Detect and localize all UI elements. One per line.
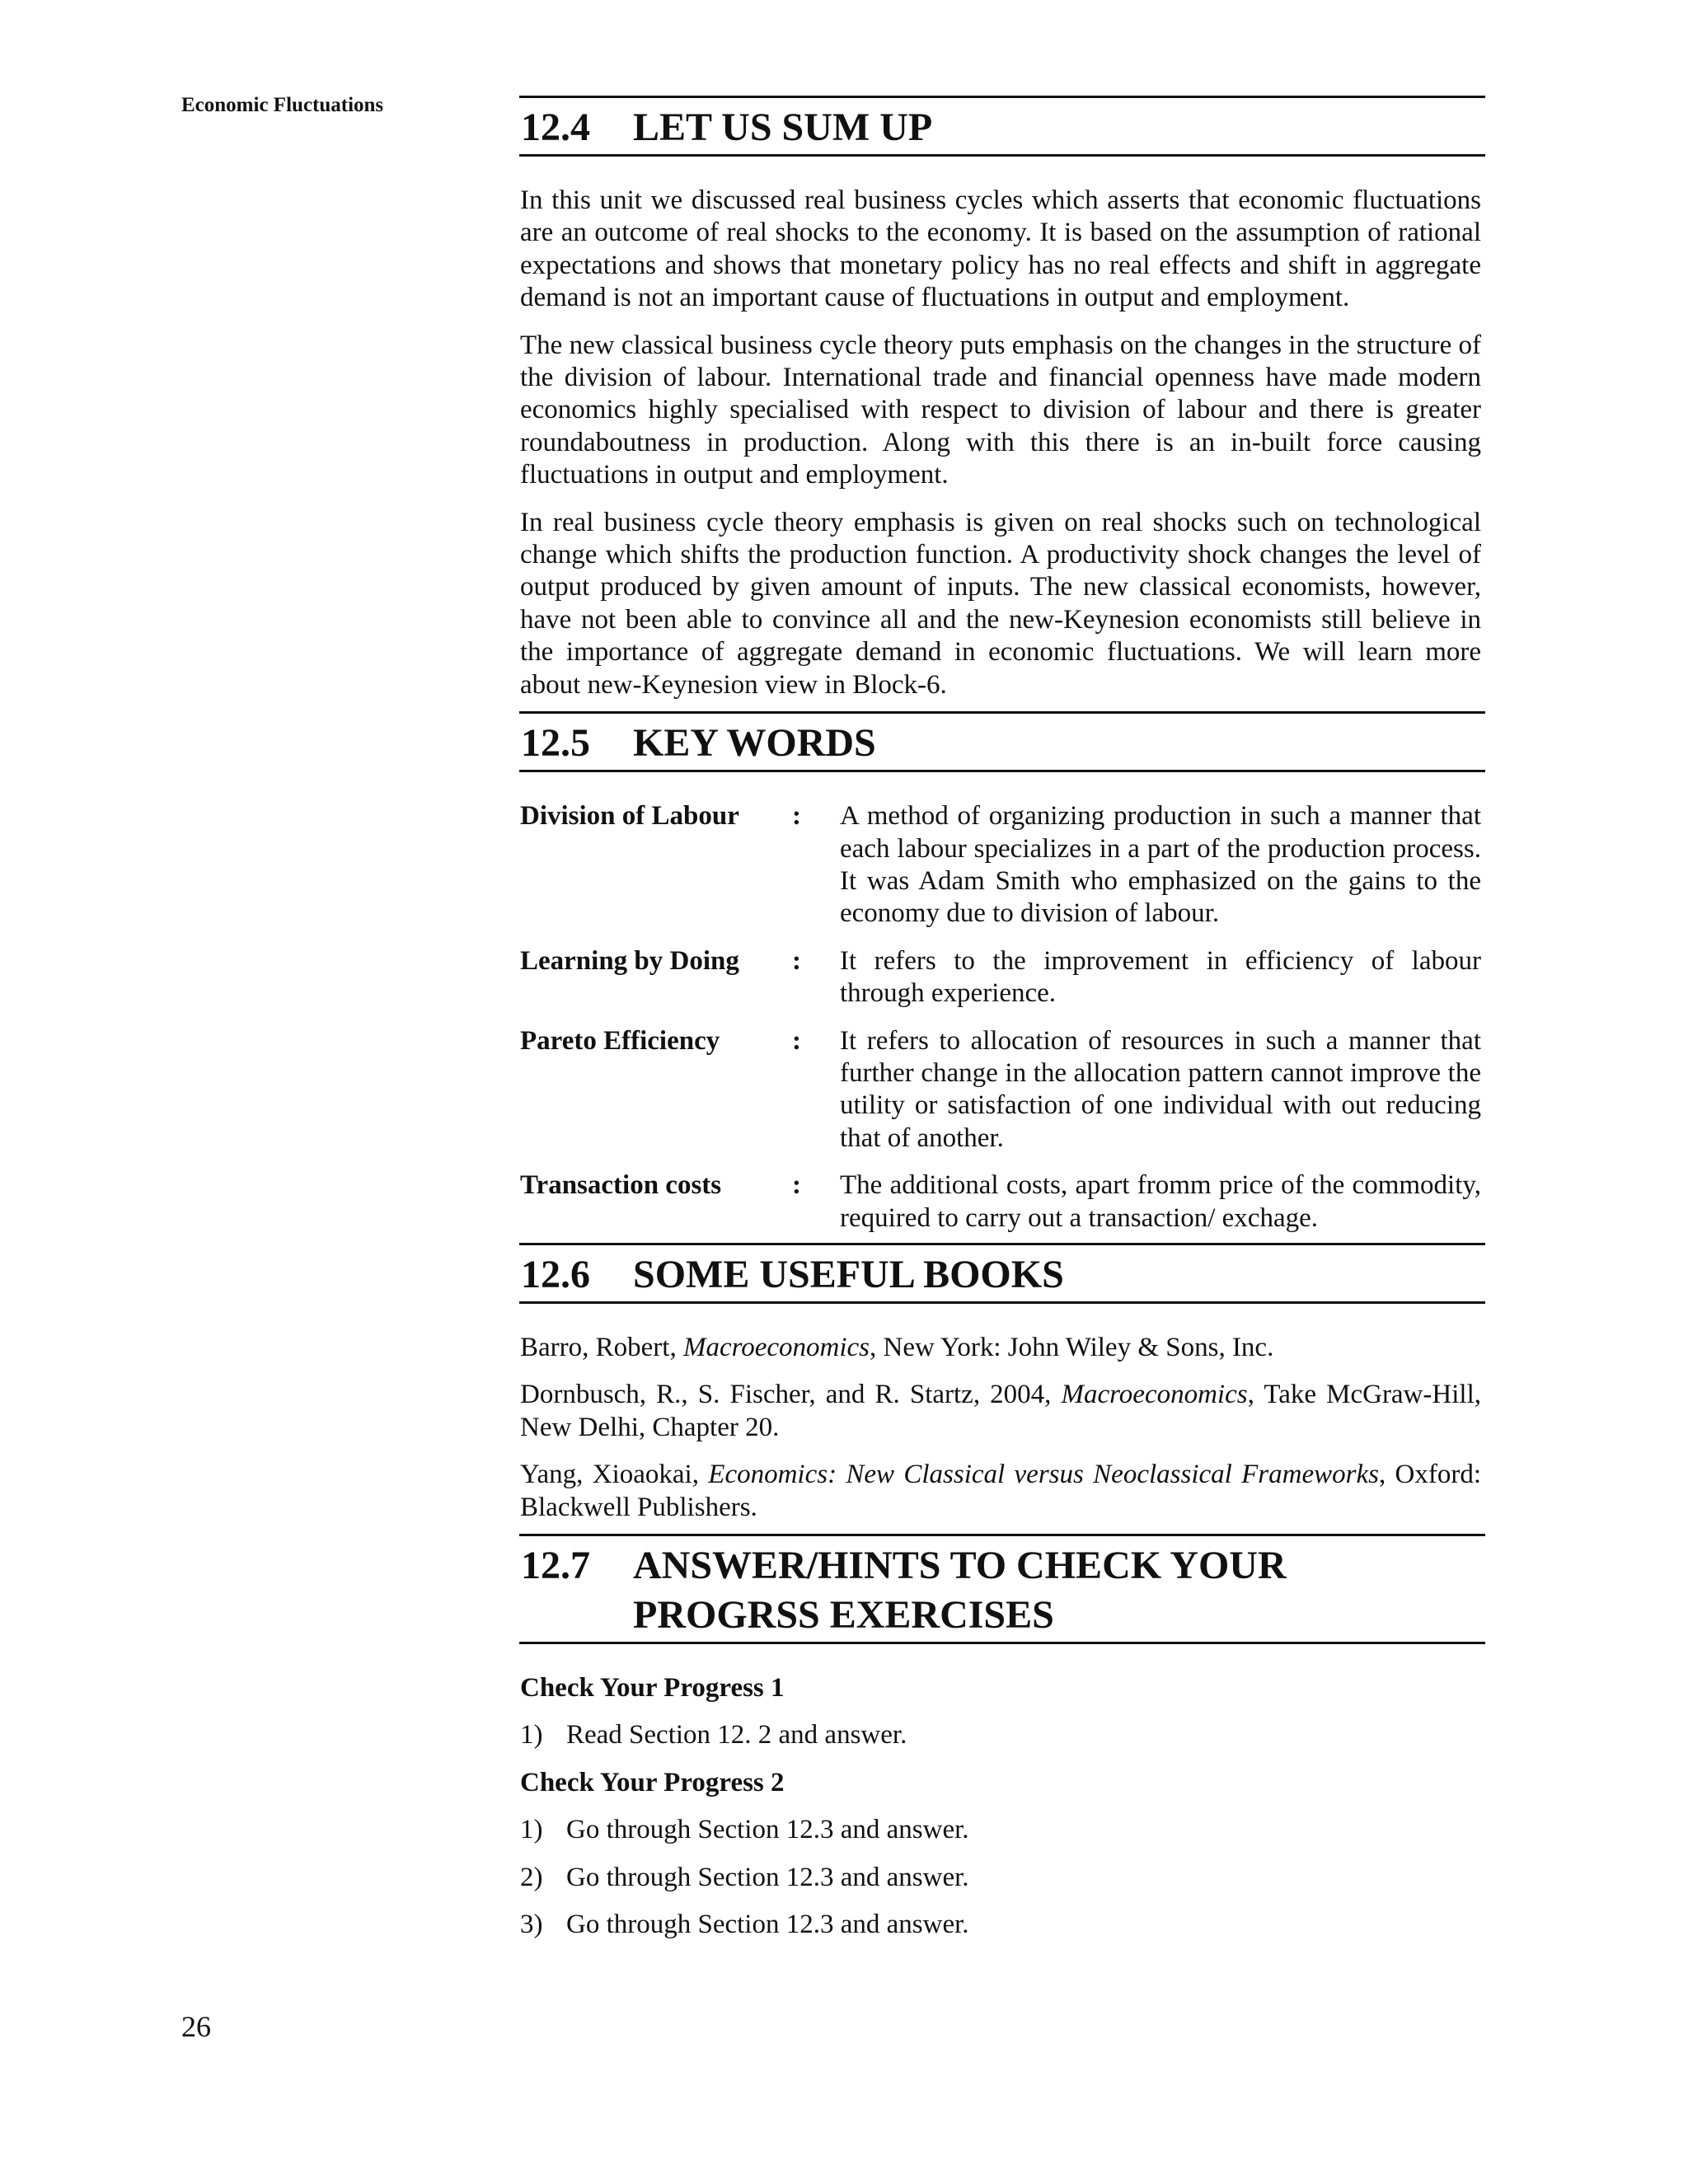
reference-text: , Take McGraw-Hill, New Delhi, Chapter 20. [520, 1380, 1481, 1442]
book-reference [520, 1332, 1481, 1364]
key-word-term: Learning by Doing [520, 945, 739, 976]
key-word-row [520, 945, 1481, 1010]
answer-number: 1) [520, 1815, 543, 1845]
sum-up-paragraph-3: In real business cycle theory emphasis is given on real shocks such on technological change which shifts the production function. A productivity shock changes the level of output produced by given amount of inputs. The new classical economists, however, have not been able to convince all and the new-Keynesion economists still believe in the importance of aggregate demand in economic fluctuations. We will learn more about new-Keynesion view in Block-6. [520, 507, 1481, 700]
key-word-colon: : [792, 945, 801, 976]
section-heading-key-words [519, 711, 1485, 772]
section-number: 12.5 [521, 721, 590, 766]
answer-item [520, 1909, 1485, 1941]
book-reference [520, 1379, 1481, 1444]
key-word-term: Division of Labour [520, 801, 739, 832]
reference-title: Macroeconomics [682, 1332, 870, 1362]
answer-text: Go through Section 12.3 and answer. [566, 1862, 969, 1892]
section-heading-answers [519, 1534, 1485, 1644]
section-title: KEY WORDS [633, 721, 876, 766]
section-title: SOME USEFUL BOOKS [633, 1252, 1064, 1296]
section-number: 12.4 [521, 105, 590, 149]
page-content [519, 96, 1485, 1956]
reference-text: Yang, Xioaokai, [520, 1460, 709, 1490]
answer-number: 2) [520, 1862, 543, 1892]
section-heading-sum-up [519, 96, 1485, 157]
answer-number: 3) [520, 1910, 543, 1940]
key-word-definition: A method of organizing production in such a manner that each labour specializes in a part of the production process. It was Adam Smith who emphasized on the gains to the economy due to division of labour. [840, 801, 1481, 929]
key-word-term: Transaction costs [520, 1170, 722, 1201]
reference-text: Dornbusch, R., S. Fischer, and R. Startz, 2004, [520, 1380, 1062, 1410]
answer-item [520, 1862, 1485, 1894]
reference-text: , New York: John Wiley & Sons, Inc. [870, 1332, 1274, 1362]
key-word-colon: : [792, 1170, 801, 1201]
section-heading-books [519, 1243, 1485, 1304]
book-reference [520, 1459, 1481, 1524]
section-number: 12.7 [521, 1544, 590, 1587]
section-title-line-2: PROGRSS EXERCISES [633, 1593, 1054, 1637]
key-word-colon: : [792, 1025, 801, 1056]
sum-up-paragraph-2: The new classical business cycle theory puts emphasis on the changes in the structure of the division of labour. International trade and financial openness have made modern economics highly specialised with respect to division of labour and there is greater roundaboutness in production. Along with this there is an in-built force causing fluctuations in output and employment. [520, 330, 1481, 490]
key-word-definition: The additional costs, apart fromm price of the commodity, required to carry out a transaction/ exchage. [840, 1170, 1481, 1233]
answer-item [520, 1814, 1485, 1846]
key-word-definition: It refers to allocation of resources in such a manner that further change in the allocation pattern cannot improve the utility or satisfaction of one individual with out reducing that of another. [840, 1025, 1481, 1153]
key-word-row [520, 1025, 1481, 1155]
reference-title: Macroeconomics [1061, 1380, 1248, 1410]
section-title: LET US SUM UP [633, 105, 933, 149]
reference-text: , Oxford: Blackwell Publishers. [520, 1460, 1481, 1522]
answer-text: Go through Section 12.3 and answer. [566, 1815, 969, 1845]
running-head: Economic Fluctuations [181, 94, 384, 116]
answer-text: Read Section 12. 2 and answer. [566, 1720, 907, 1750]
check-progress-heading-1: Check Your Progress 1 [520, 1673, 785, 1703]
key-word-row [520, 1169, 1481, 1235]
key-word-term: Pareto Efficiency [520, 1025, 720, 1056]
reference-title: Economics: New Classical versus Neoclassical Frameworks [708, 1460, 1379, 1490]
section-title-line-1: ANSWER/HINTS TO CHECK YOUR [633, 1544, 1287, 1587]
section-number: 12.6 [521, 1252, 590, 1296]
section-title [633, 1541, 1485, 1640]
key-word-definition: It refers to the improvement in efficiency of labour through experience. [840, 945, 1481, 1009]
reference-text: Barro, Robert, [520, 1332, 683, 1362]
answer-number: 1) [520, 1720, 543, 1750]
page-number: 26 [181, 2010, 211, 2043]
key-word-row [520, 800, 1481, 930]
answer-text: Go through Section 12.3 and answer. [566, 1910, 969, 1940]
check-progress-heading-2: Check Your Progress 2 [520, 1767, 785, 1797]
sum-up-paragraph-1: In this unit we discussed real business cycles which asserts that economic fluctuations are an outcome of real shocks to the economy. It is based on the assumption of rational expectations and shows that monetary policy has no real effects and shift in aggregate demand is not an important cause of fluctuations in output and employment. [520, 185, 1481, 313]
key-word-colon: : [792, 801, 801, 832]
answer-item [520, 1719, 1485, 1751]
